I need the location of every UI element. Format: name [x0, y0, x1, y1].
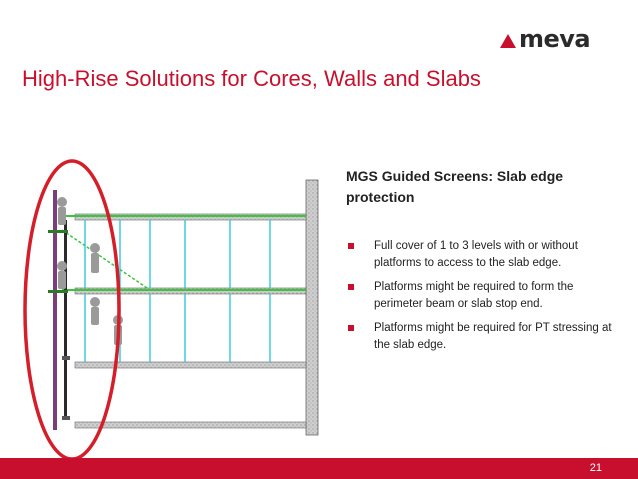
highlight-ellipse: [25, 161, 119, 458]
page-number: 21: [589, 462, 602, 474]
content-subtitle: MGS Guided Screens: Slab edge protection: [346, 168, 564, 205]
bullet-item: [346, 279, 616, 313]
bullet-square-icon: [348, 284, 354, 290]
bullet-item: [346, 320, 616, 354]
bullet-text: Platforms might be required for PT stressing at the slab edge.: [374, 322, 612, 351]
footer-bar: [0, 458, 638, 479]
bullet-square-icon: [348, 243, 354, 249]
bullet-text: Platforms might be required to form the perimeter beam or slab stop end.: [374, 281, 574, 310]
bullet-item: [346, 238, 616, 272]
guided-screen: [48, 190, 70, 430]
page-title: High-Rise Solutions for Cores, Walls and Slabs: [22, 66, 481, 91]
bullet-list: [346, 238, 616, 361]
bullet-text: Full cover of 1 to 3 levels with or without platforms to access to the slab edge.: [374, 240, 578, 269]
bullet-square-icon: [348, 325, 354, 331]
mgs-section-drawing: [0, 140, 340, 458]
meva-logo-text: meva: [519, 25, 591, 53]
